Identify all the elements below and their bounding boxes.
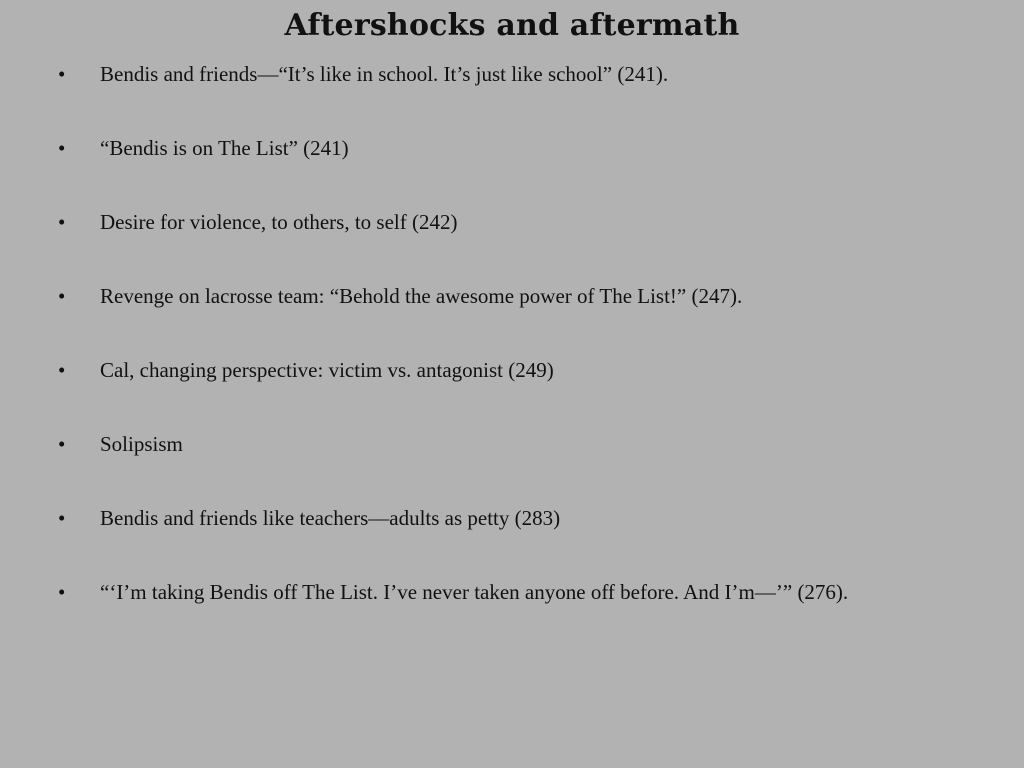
bullet-text: Bendis and friends like teachers—adults as petty (283) bbox=[100, 506, 561, 530]
bullet-text: “Bendis is on The List” (241) bbox=[100, 136, 349, 160]
slide-title: Aftershocks and aftermath bbox=[284, 8, 740, 43]
bullet-marker: • bbox=[58, 358, 66, 382]
bullet-item bbox=[58, 207, 978, 237]
bullet-item bbox=[58, 577, 978, 607]
bullet-item bbox=[58, 503, 978, 533]
bullet-marker: • bbox=[58, 284, 66, 308]
bullet-item bbox=[58, 133, 978, 163]
bullet-marker: • bbox=[58, 62, 66, 86]
bullet-item bbox=[58, 281, 978, 311]
bullet-item bbox=[58, 355, 978, 385]
bullet-item bbox=[58, 429, 978, 459]
bullet-text: Solipsism bbox=[100, 432, 183, 456]
bullet-text: “‘I’m taking Bendis off The List. I’ve never taken anyone off before. And I’m—’” (276). bbox=[100, 580, 849, 604]
bullet-marker: • bbox=[58, 210, 66, 234]
bullet-text: Cal, changing perspective: victim vs. antagonist (249) bbox=[100, 358, 554, 382]
bullet-text: Desire for violence, to others, to self (242) bbox=[100, 210, 458, 234]
bullet-text: Bendis and friends—“It’s like in school. It’s just like school” (241). bbox=[100, 62, 669, 86]
bullet-marker: • bbox=[58, 136, 66, 160]
bullet-marker: • bbox=[58, 432, 66, 456]
bullet-marker: • bbox=[58, 506, 66, 530]
bullet-text: Revenge on lacrosse team: “Behold the awesome power of The List!” (247). bbox=[100, 284, 743, 308]
bullet-list bbox=[58, 59, 978, 651]
bullet-item bbox=[58, 59, 978, 89]
bullet-marker: • bbox=[58, 580, 66, 604]
